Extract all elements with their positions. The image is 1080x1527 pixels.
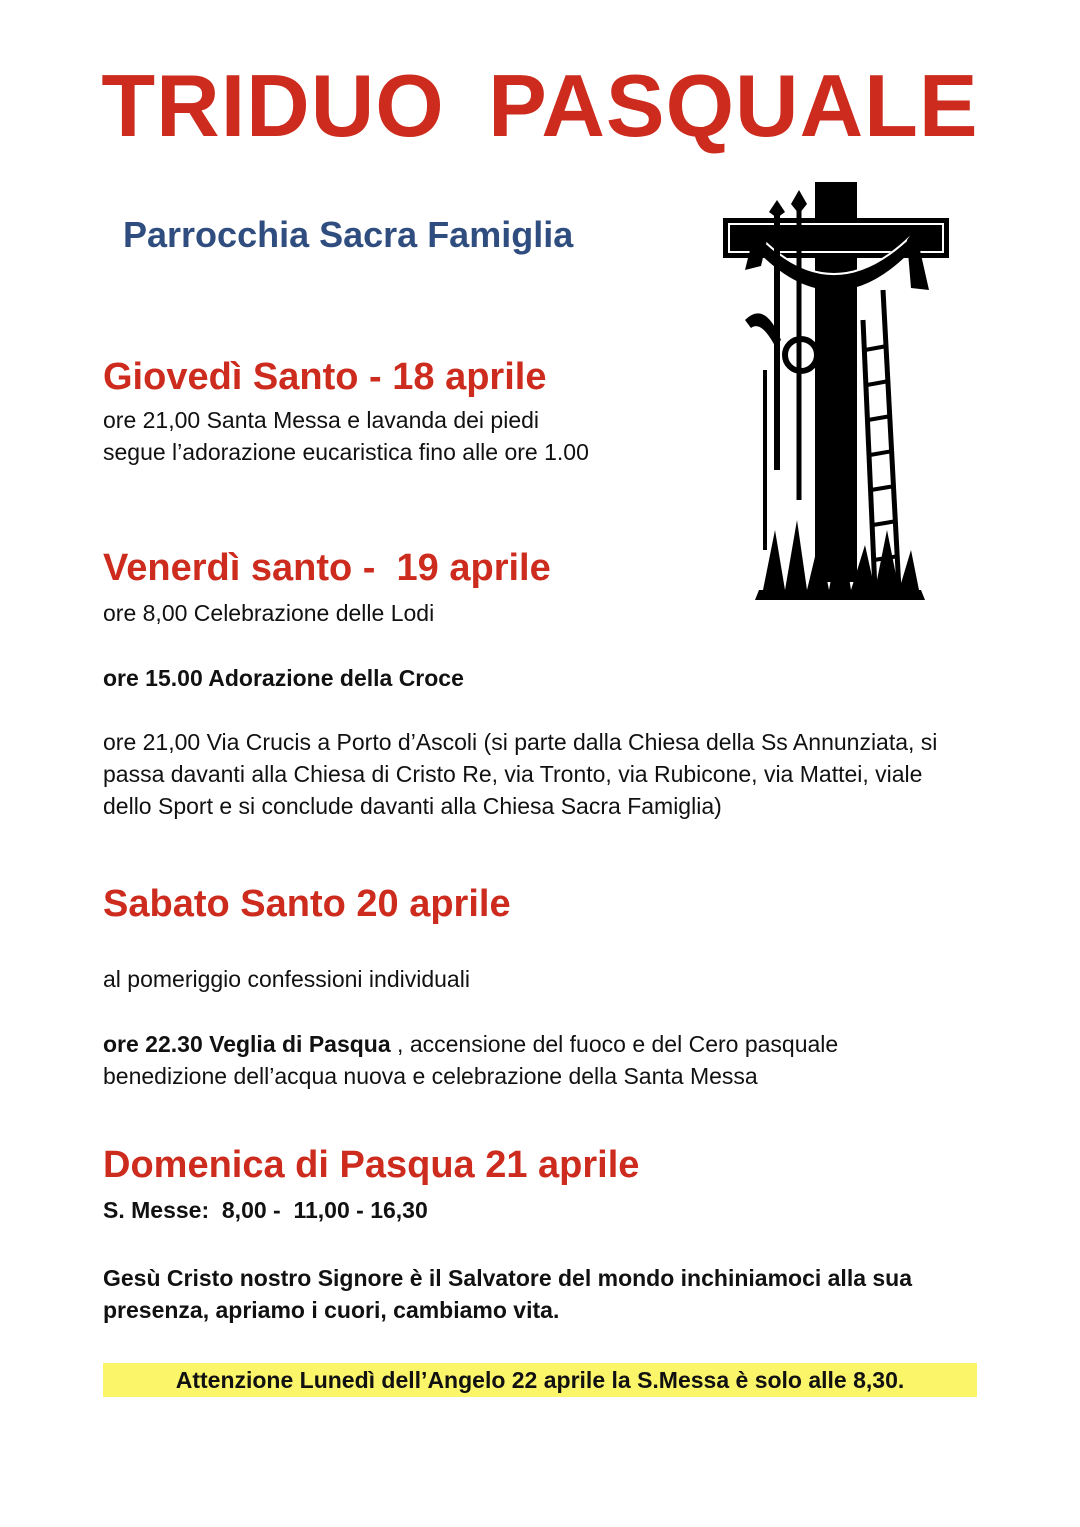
giovedi-line-2: segue l’adorazione eucaristica fino alle ore 1.00	[103, 439, 589, 465]
section-heading-sabato: Sabato Santo 20 aprile	[103, 883, 511, 925]
sabato-veglia-line-1	[103, 1028, 933, 1060]
sabato-veglia-bold: ore 22.30 Veglia di Pasqua	[103, 1031, 391, 1057]
notice-banner: Attenzione Lunedì dell’Angelo 22 aprile la S.Messa è solo alle 8,30.	[103, 1363, 977, 1397]
sabato-veglia-rest: , accensione del fuoco e del Cero pasquale	[390, 1031, 839, 1057]
venerdi-via-crucis: ore 21,00 Via Crucis a Porto d’Ascoli (si parte dalla Chiesa della Ss Annunziata, si passa davanti alla Chiesa di Cristo Re, via Tronto, via Rubicone, via Mattei, viale dello Sport e si conclude davanti alla Chiesa Sacra Famiglia)	[103, 729, 938, 819]
cross-with-passion-instruments-icon	[715, 170, 955, 625]
giovedi-line-1: ore 21,00 Santa Messa e lavanda dei piedi	[103, 407, 540, 433]
domenica-messe: S. Messe: 8,00 - 11,00 - 16,30	[103, 1197, 428, 1223]
venerdi-adorazione-croce: ore 15.00 Adorazione della Croce	[103, 665, 464, 691]
page-title: TRIDUO PASQUALE	[101, 56, 979, 155]
closing-message: Gesù Cristo nostro Signore è il Salvatore del mondo inchiniamoci alla sua presenza, apriamo i cuori, cambiamo vita.	[103, 1265, 913, 1323]
sabato-confessioni: al pomeriggio confessioni individuali	[103, 966, 470, 992]
sabato-veglia-line-2: benedizione dell’acqua nuova e celebrazione della Santa Messa	[103, 1063, 758, 1089]
venerdi-lodi: ore 8,00 Celebrazione delle Lodi	[103, 600, 435, 626]
section-heading-giovedi: Giovedì Santo - 18 aprile	[103, 356, 547, 398]
parish-name: Parrocchia Sacra Famiglia	[123, 214, 574, 255]
section-heading-venerdi: Venerdì santo - 19 aprile	[103, 547, 551, 589]
section-heading-domenica: Domenica di Pasqua 21 aprile	[103, 1144, 640, 1186]
